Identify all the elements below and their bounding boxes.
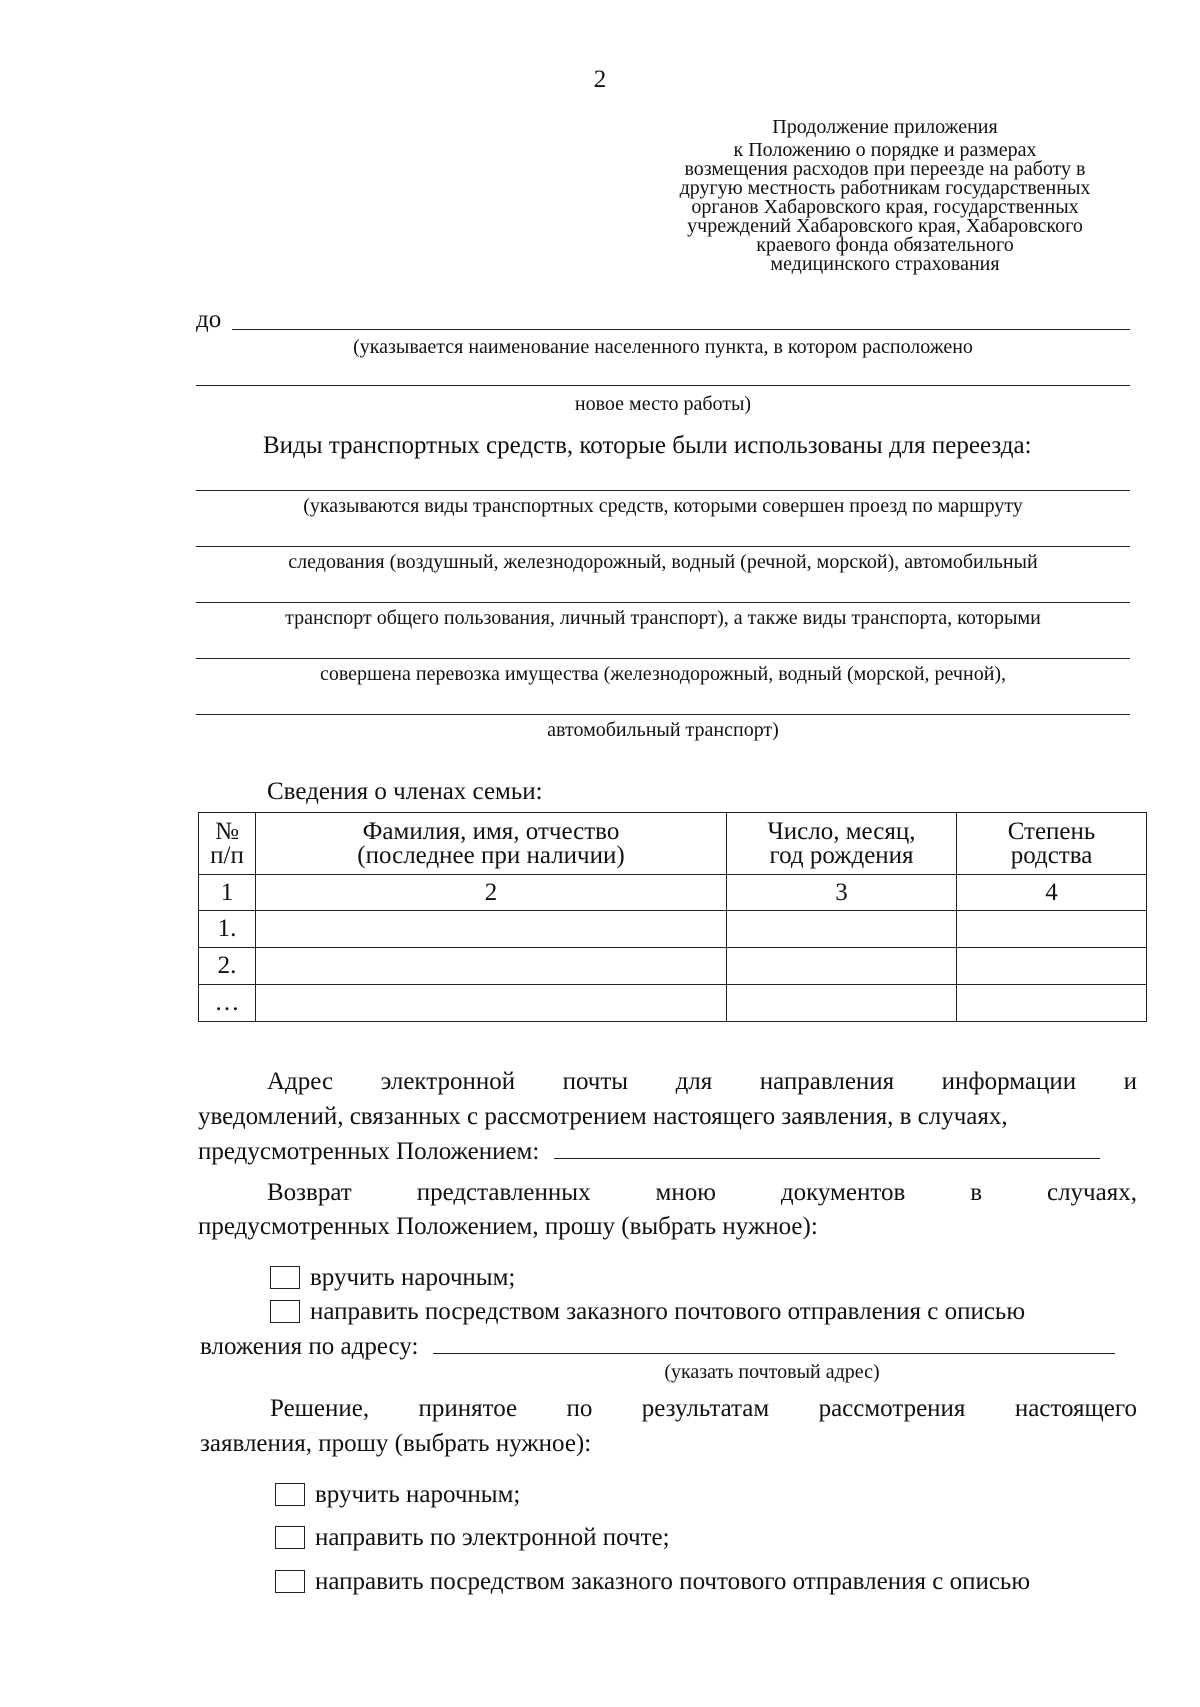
table-header-row [199,813,1147,875]
table-cell: 2. [199,948,256,985]
email-input-line[interactable] [554,1157,1100,1159]
header-line: краевого фонда обязательного [756,234,1014,256]
transport-input-line[interactable] [196,602,1130,603]
transport-caption: транспорт общего пользования, личный транспорт), а также виды транспорта, которыми [285,607,1041,629]
table-cell[interactable] [957,948,1147,985]
address-caption: (указать почтовый адрес) [664,1361,880,1383]
checkbox[interactable] [270,1300,300,1323]
table-cell[interactable] [727,985,957,1022]
header-line: медицинского страхования [770,253,1000,275]
transport-input-line[interactable] [196,546,1130,547]
decision-option-email[interactable]: направить по электронной почте; [275,1524,670,1552]
header-line: учреждений Хабаровского края, Хабаровского [687,215,1083,237]
transport-caption: следования (воздушный, железнодорожный, водный (речной, морской), автомобильный [288,551,1038,573]
column-header: № п/п [199,813,256,875]
table-cell: 1. [199,911,256,948]
decision-line-2: заявления, прошу (выбрать нужное): [200,1430,592,1457]
return-option-hand[interactable]: вручить нарочным; [270,1264,515,1292]
checkbox[interactable] [270,1266,300,1289]
column-header: Степень родства [957,813,1147,875]
table-cell[interactable] [256,985,727,1022]
return-option-mail[interactable]: направить посредством заказного почтового отправления с описью [270,1298,1025,1326]
table-row [199,985,1147,1022]
family-heading: Сведения о членах семьи: [267,778,543,805]
email-line-3: предусмотренных Положением: [198,1138,1100,1166]
return-address-line: вложения по адресу: [200,1333,1115,1361]
destination-caption: (указывается наименование населенного пункта, в котором расположено [353,336,973,358]
header-line: возмещения расходов при переезде на работу в [684,158,1086,180]
header-line: к Положению о порядке и размерах [733,139,1037,161]
transport-input-line[interactable] [196,658,1130,659]
page-number: 2 [593,66,607,93]
table-cell: 4 [957,875,1147,911]
appendix-header [615,118,1155,274]
transport-caption: (указываются виды транспортных средств, которыми совершен проезд по маршруту [303,495,1023,517]
decision-option-mail[interactable]: направить посредством заказного почтового отправления с описью [275,1568,1030,1596]
checkbox[interactable] [275,1570,305,1593]
table-cell: 1 [199,875,256,911]
decision-option-hand[interactable]: вручить нарочным; [275,1481,520,1509]
transport-input-line[interactable] [196,490,1130,491]
return-line-2: предусмотренных Положением, прошу (выбрать нужное): [198,1213,818,1240]
header-line: другую местность работникам государственных [679,177,1091,199]
numbering-row [199,875,1147,911]
destination-input-line-2[interactable] [196,385,1130,386]
transport-caption: совершена перевозка имущества (железнодорожный, водный (морской, речной), [319,663,1007,685]
destination-input-line[interactable] [232,329,1130,330]
decision-line-1: Решение, принятое по результатам рассмотрения настоящего [270,1395,1137,1422]
table-row [199,948,1147,985]
table-cell[interactable] [256,948,727,985]
column-header: Число, месяц, год рождения [727,813,957,875]
table-cell[interactable] [957,911,1147,948]
transport-heading: Виды транспортных средств, которые были использованы для переезда: [263,432,1032,459]
table-cell[interactable] [727,911,957,948]
return-line-1: Возврат представленных мною документов в случаях, [267,1179,1137,1206]
appendix-title: Продолжение приложения [772,116,998,138]
table-cell[interactable] [727,948,957,985]
checkbox[interactable] [275,1483,305,1506]
email-line-2: уведомлений, связанных с рассмотрением настоящего заявления, в случаях, [198,1103,1008,1130]
transport-input-line[interactable] [196,714,1130,715]
destination-caption-2: новое место работы) [574,393,752,415]
table-cell: … [199,985,256,1022]
destination-prefix: до [196,306,222,333]
table-cell: 3 [727,875,957,911]
column-header: Фамилия, имя, отчество (последнее при наличии) [256,813,727,875]
table-cell[interactable] [256,911,727,948]
checkbox[interactable] [275,1526,305,1549]
family-table [198,812,1147,1022]
address-input-line[interactable] [433,1352,1115,1354]
table-cell: 2 [256,875,727,911]
table-cell[interactable] [957,985,1147,1022]
header-line: органов Хабаровского края, государственных [691,196,1079,218]
transport-caption: автомобильный транспорт) [547,719,779,741]
table-row [199,911,1147,948]
email-line-1: Адрес электронной почты для направления информации и [267,1068,1137,1095]
